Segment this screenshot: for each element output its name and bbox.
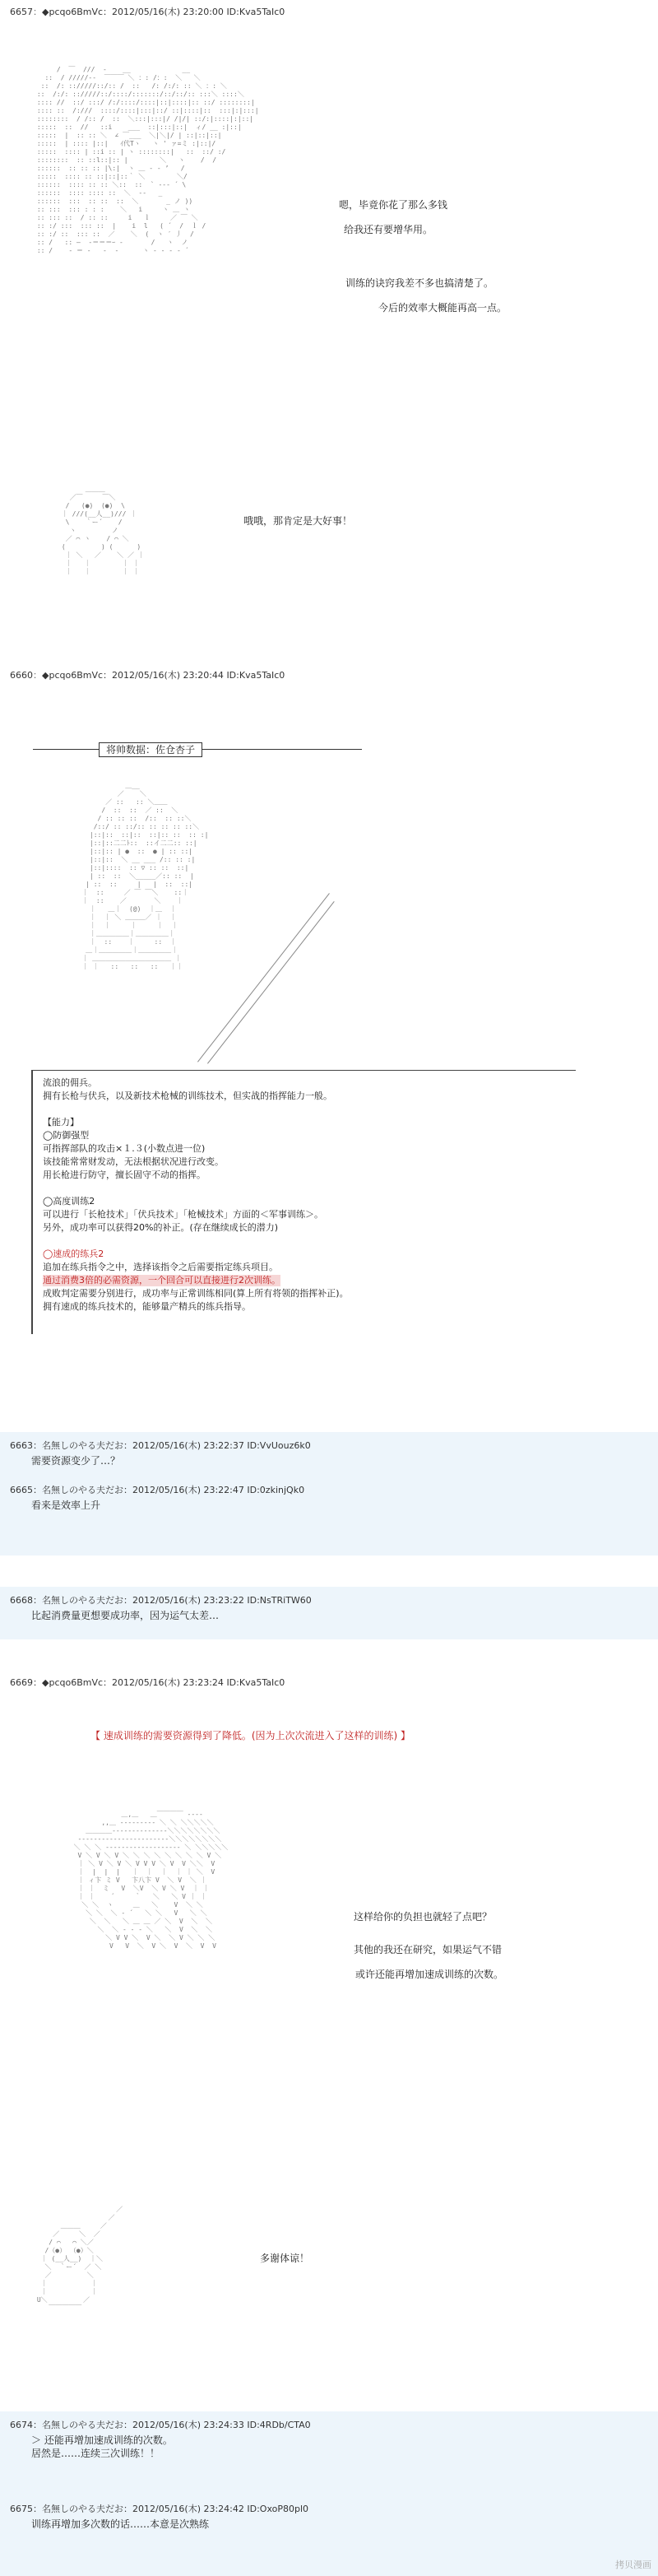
reply-body: 居然是……连续三次训练！！ [31,2448,160,2459]
post-date: ：2012/05/16(木) 23:20:00 [103,7,224,17]
reply-block [0,1587,658,1639]
post-date: ：2012/05/16(木) 23:20:44 [103,670,224,681]
reply-body: 看来是效率上升 [31,1500,101,1511]
dialogue-line: 这样给你的负担也就轻了点吧？ [354,1911,493,1923]
poster-id: ID:Kva5TaIc0 [226,670,285,681]
dialogue-line: 给我还有要增华用。 [344,224,433,235]
reply-body: 需要资源变少了…？ [31,1455,121,1467]
dialogue-line: 今后的效率大概能再高一点。 [378,302,507,314]
poster-id: ID:Kva5TaIc0 [226,7,285,17]
dialogue-line: 多谢体谅！ [260,2253,310,2264]
reply-block [0,2411,658,2576]
dialogue-line: 或许还能再增加速成训练的次数。 [355,1969,504,1980]
dialogue-line: 训练的诀窍我差不多也搞清楚了。 [345,277,494,289]
ascii-art-2: ＿＿＿ ／￣ ￣＼ / (●) (●) \ ｜ ///(__人__)/// ｜ \ ｀ー´ / ヽ ノ ／ ⌒ ヽ / ⌒ ＼ ( ) ( ) ｜ ＼ ／ ＼ ／ ｜ ｜ ｜ ｜ ｜ ｜ ｜ ｜ ｜ [61,486,145,575]
system-notice: 【 速成训练的需要资源得到了降低。(因为上次次流进入了这样的训练) 】 [90,1730,410,1741]
watermark: 拷贝漫画 [615,2560,651,2570]
post-number: 6657 [10,7,33,17]
character-title: 将帅数据：佐仓杏子 [99,742,202,757]
post-header-6669: 6669：◆pcqo6BmVc：2012/05/16(木) 23:23:24 ID:Kva5TaIc0 [10,1677,285,1688]
dialogue-line: 其他的我还在研究，如果运气不错 [354,1944,503,1955]
post-header-6660: 6660：◆pcqo6BmVc：2012/05/16(木) 23:20:44 ID:Kva5TaIc0 [10,670,285,681]
info-panel: 流浪的佣兵。 拥有长枪与伏兵，以及新技术枪械的训练技术，但实战的指挥能力一般。 【能力】 ◯防御强型 可指挥部队的攻击×１.３(小数点进一位) 该技能常常财发动，无法根据状况进行改变。 用长枪进行防守，擅长固守不动的指挥。 ◯高度训练2 可以进行「长枪技术」「伏兵技术」「枪械技术」方面的＜军事训练＞。 另外，成功率可以获得20%的补正。(存在继续成长的潜力) ◯速成的练兵2 追加在练兵指令之中，选择该指令之后需要指定练兵项目。 通过消费3倍的必需资源，一个回合可以直接进行2次训练。 成败判定需要分别进行，成功率与正常训练相同(算上所有将领的指挥补正)。 拥有速成的练兵技术的，能够量产精兵的练兵指导。 [31,1070,576,1334]
post-number: 6660 [10,670,33,681]
poster-name: ◆pcqo6BmVc [42,7,104,17]
dialogue-line: 嗯，毕竟你花了那么多钱 [339,199,448,211]
ascii-art-5: ／ ／ ＿＿＿ ／ ／ ＼ ／ / ⌒ ⌒ ＼／ /（●） （●）＼ ｜ (__人__) ｜＼ ＼ ｀ー´ ／ ＼ ／ ＼ ｜ ｜ ｜ ｜ U＼ ／ ￣￣￣￣￣ [36,2206,123,2312]
post-header-6665: 6665：名無しのやる夫だお：2012/05/16(木) 23:22:47 ID:0zkinjQk0 [10,1485,305,1495]
ascii-art-4: ＿,＿ ＿￣￣￣￣ ‐‐‐‐ ,,＿ ‐‐‐‐‐‐‐‐‐ ＼ ＼ ＼＼＼＼＼ ＿＿＿＿‐‐‐‐‐‐‐‐‐‐‐‐‐‐＼＼＼＼＼＼＼＼ ‐‐‐‐‐‐‐‐‐‐‐‐‐‐‐‐‐‐‐‐‐‐‐＼＼＼＼＼＼＼＼ ＼ ＼ ＼ ‐‐‐‐‐‐‐‐‐‐‐‐‐‐‐‐‐‐‐ ＼ ＼＼＼＼＼ V ＼ V ＼ V ＼ ＼ ＼ ＼ ＼ ＼ ＼ ＼ V ＼ ｜ ＼ V ＼ V ＼ V V V ＼ V V ＼＼ V ｜ | | | ｜ ｜ ｜ ｜ ｜ ＼ V ｜ ィ卞 ミ V 卞八卞 V ＼ V ＼ ｜ ｜ ｜ ミ V ＼V ＼ V ＼ V ｜ ｜ ｜ ｜ ´ ｀ ＼ ＼ V ｜ ｜ ＼ ＼ ヽ ＿ ＼ V ＼ ＼ ＼ ＼ ＼ ‐ ´ ＼ ＼ V ＼ ＼ ＼ ＼ ＼ ＿ ＿ ／ ＼ V ＼ ＼ ＼ ＼ ‐ ‐ ‐ ＼ ＼ V ＼ ＼ ＼ V V ＼ V ＼ ＼ V ＼ ＼ ＼ V V ＼ V ＼ V ＼ V V [73,1811,229,1950]
post-header-6657: 6657：◆pcqo6BmVc：2012/05/16(木) 23:20:00 ID:Kva5TaIc0 [10,7,285,17]
ascii-art-3: ＿__ ／ ＼ ／ :: :: ＼＿＿ / :: :: ／ :: ＼ / :: :: :: /:: :: ::＼ /::/ :: ::/:: :: :: :: ::＼ |::|:: ::|:: ::|:: :: :: :| |::|::二二ﾄ:: ::イ二二:: ::| |::|:: | ● :: ● | :: ::| |::|:: ＼ __ ___ /:: :: :| |::|:::: :: ▽ :: :: ::| | :: :: ＼_____／:: :: | | :: :: | | :: ::| ｜ :: ／ ￣ ￣＼ ::｜ ｜ :: ／ ＼ ｜ ｜ ＿｜ (@) ｜＿ ｜ ｜ ｜ ＼ ＿＿＿／ ｜ ｜ ｜ ｜ ｜ ｜ ｜ ｜＿＿＿＿＿｜＿＿＿＿＿｜ ｜ :: ｜ :: ｜ ＿｜＿＿＿＿＿｜＿＿＿＿＿｜ ｜ ＿＿＿＿＿＿＿＿＿＿＿＿ ｜ ｜ ｜ :: :: :: ｜｜ [81,782,209,970]
poster-name: ◆pcqo6BmVc [42,670,104,681]
post-header-6674: 6674：名無しのやる夫だお：2012/05/16(木) 23:24:33 ID:4RDb/CTA0 [10,2420,311,2430]
reply-body: 训练再增加多次数的话……本意是次熟练 [31,2518,210,2530]
post-header-6675: 6675：名無しのやる夫だお：2012/05/16(木) 23:24:42 ID:OxoP80pl0 [10,2504,309,2514]
reply-body: ＞ 还能再增加速成训练的次数。 [31,2434,173,2446]
reply-body: 比起消费量更想要成功率，因为运气太差… [31,1610,220,1621]
dialogue-line: 哦哦，那肯定是大好事！ [243,515,353,527]
ascii-art-1: / ￣ /// ‐ __ __ :: / /////‐‐ ￣￣￣ ＼ ：: /：: ＼ ＼ :: /: :://///::/:: / :: /: /:/: :: ＼ ：: ＼ :: /:/: :://///::/::::/:::::::/::/::/:: :::＼ ::::＼ :::: // ::/ :::/ /:/::::/::::|::|::::|:: ::/ ::::::::| :::: :: /:/// ::::/::::|:::|::/ ::|::::|:: :::|:|:::| :::::::: / /:: / :: ＼:::|:::|/ /|/| ::/:|::::|:|::| ::::: :: // ::i ___ ::|:::|::| ィ/ __ :|::| ::::: | :: :: ＼ ∠ ￣___ ＼|＼|/ | ::|::|::| ::::: | :::: |::| ｲ代Tヽ ヽ ' ァ=ミ :|::|/ ::::: :::: | ::i :: | ヽ ::::::::| :: ::/ :/ :::::::: :: ::l::|:: | ＼ ヽ / / :::::: :: :: :: |\:| ヽ ＿ ‐ ‐ ’ / ::::: :::: :: ::|::|::｀ ＼ ＼/ :::::: :::: :: :: ＼:: :: ` ‐-‐ ´ \ :::::: :::: :::: :: ＼ -‐ _ :::::: ::: :: :: :: ＼ _ ノ )) :: ::: ::: : : : ＼ i ヽ ＿ ヽ :: ::: :: / :: :: i ｌ ／ ￣ ＼ :: :/ ::: ::: :: | i l ( ´ / ｌ / :: :/ :: ::: :: ／ ＼ ( ヽ ′ 丿 / :: / :: ― ‐＝＝＝ｰ ‐ / ヽ ノ :: / ‐ ＝ ‐ ‐ ‐ ヽ ‐ ‐ ‐ ‐ ´ [36,66,259,254]
post-header-6668: 6668：名無しのやる夫だお：2012/05/16(木) 23:23:22 ID:NsTRiTW60 [10,1595,312,1606]
reply-block [0,1432,658,1555]
post-header-6663: 6663：名無しのやる夫だお：2012/05/16(木) 23:22:37 ID:VvUouz6k0 [10,1440,311,1451]
